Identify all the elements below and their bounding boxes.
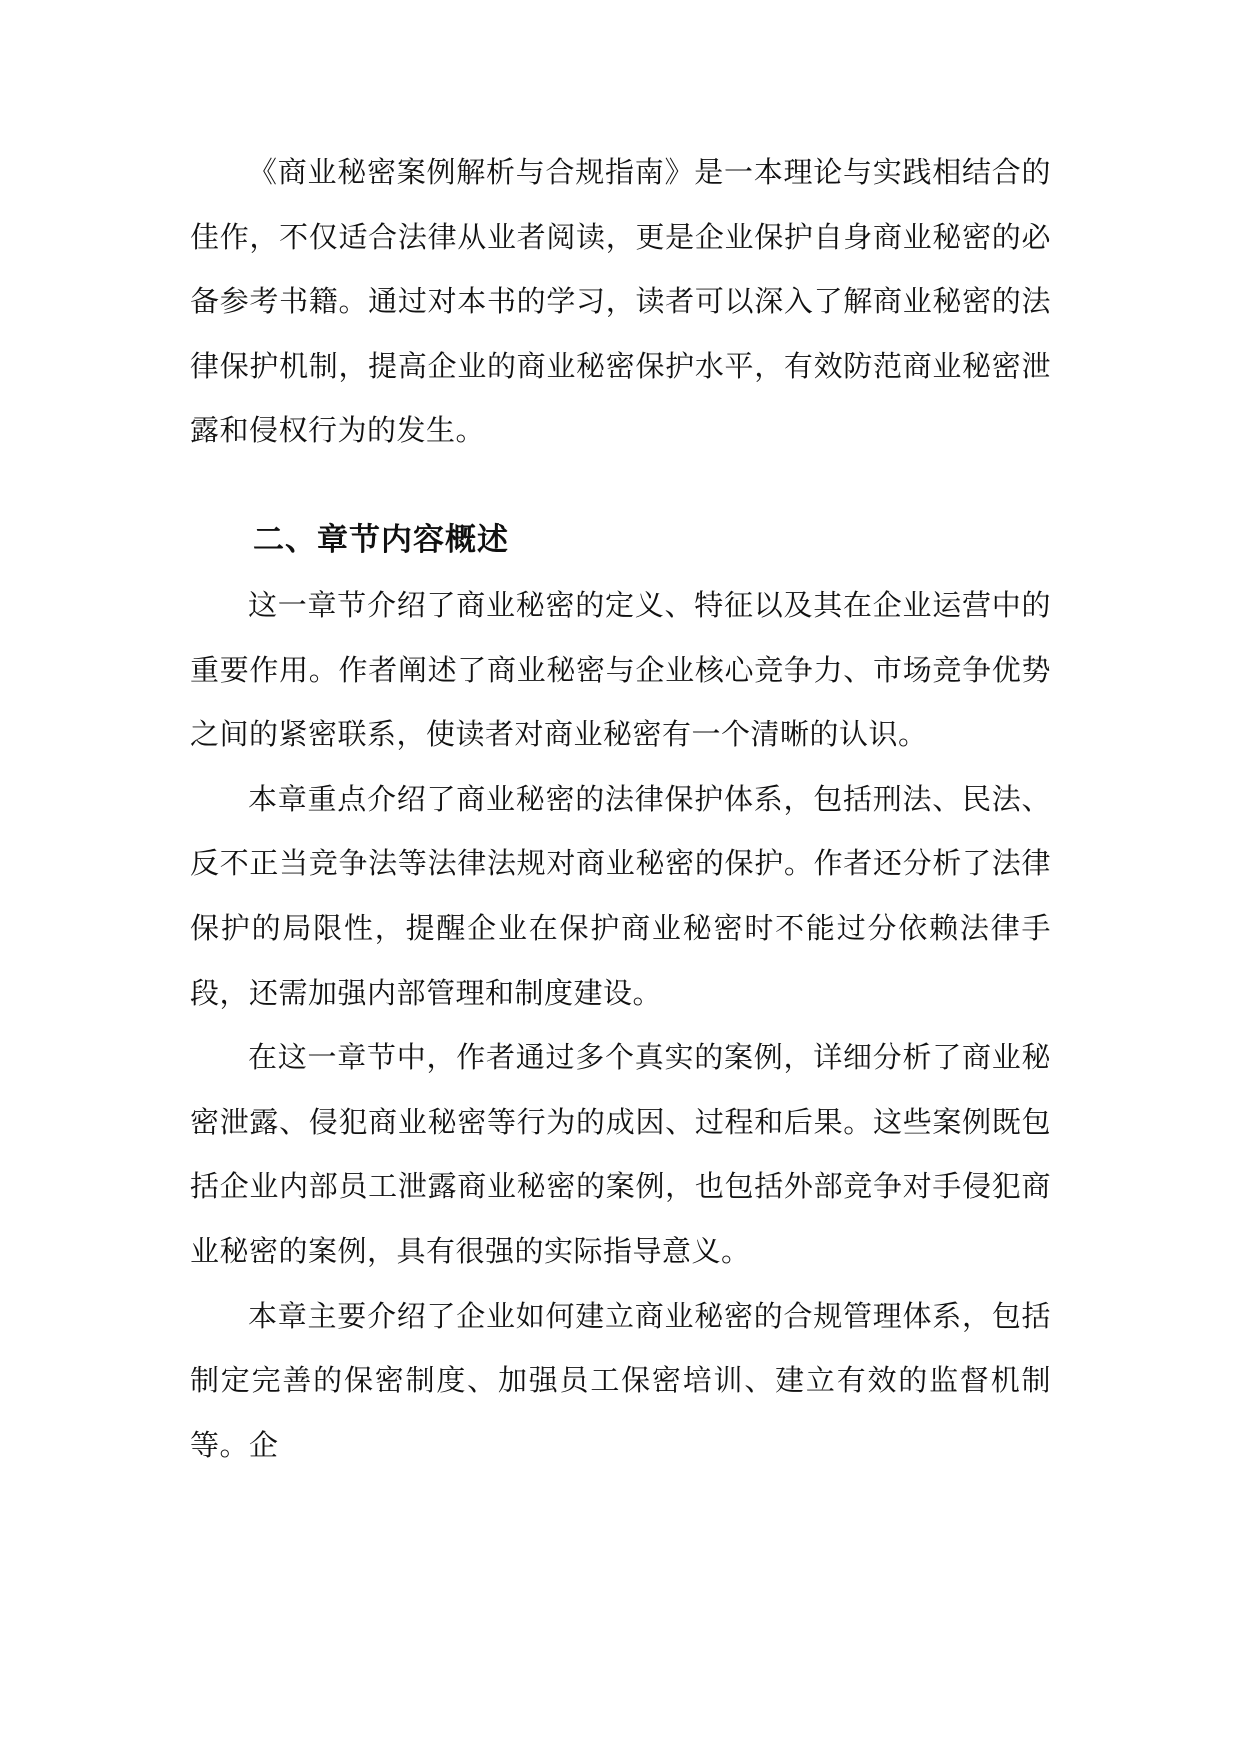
paragraph-legal-protection: 本章重点介绍了商业秘密的法律保护体系，包括刑法、民法、反不正当竞争法等法律法规对商业秘密的保护。作者还分析了法律保护的局限性，提醒企业在保护商业秘密时不能过分依赖法律手段，还需加强内部管理和制度建设。 bbox=[190, 781, 1051, 1010]
paragraph-definition: 这一章节介绍了商业秘密的定义、特征以及其在企业运营中的重要作用。作者阐述了商业秘密与企业核心竞争力、市场竞争优势之间的紧密联系，使读者对商业秘密有一个清晰的认识。 bbox=[190, 587, 1051, 752]
section-heading: 二、章节内容概述 bbox=[253, 521, 509, 558]
paragraph-compliance-system: 本章主要介绍了企业如何建立商业秘密的合规管理体系，包括制定完善的保密制度、加强员工保密培训、建立有效的监督机制等。企 bbox=[190, 1298, 1051, 1462]
paragraph-intro: 《商业秘密案例解析与合规指南》是一本理论与实践相结合的佳作，不仅适合法律从业者阅读，更是企业保护自身商业秘密的必备参考书籍。通过对本书的学习，读者可以深入了解商业秘密的法律保护机制，提高企业的商业秘密保护水平，有效防范商业秘密泄露和侵权行为的发生。 bbox=[190, 155, 1051, 448]
paragraph-case-analysis: 在这一章节中，作者通过多个真实的案例，详细分析了商业秘密泄露、侵犯商业秘密等行为的成因、过程和后果。这些案例既包括企业内部员工泄露商业秘密的案例，也包括外部竞争对手侵犯商业秘密的案例，具有很强的实际指导意义。 bbox=[190, 1040, 1051, 1268]
document-body bbox=[190, 140, 1051, 1477]
